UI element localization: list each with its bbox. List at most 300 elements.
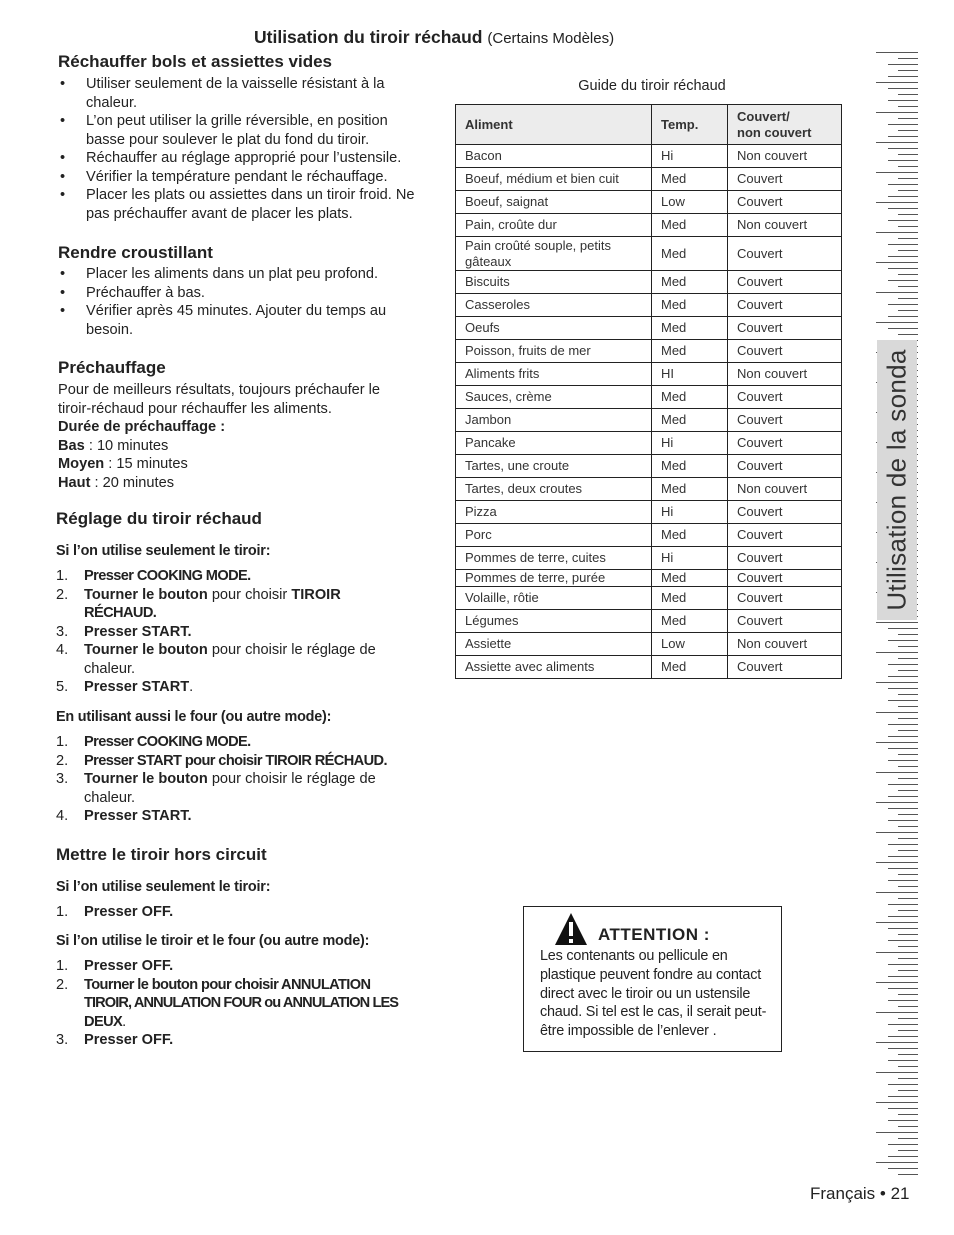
table-row [456,386,842,409]
ruler-tick [888,1144,918,1145]
step-bold: Presser START [84,679,190,695]
ruler-tick [888,1120,918,1121]
table-cell: Med [652,524,728,547]
table-cell: Pizza [456,501,652,524]
step-bold: Tourner le bouton pour choisir ANNULATION [84,976,371,993]
ruler-tick [898,1054,918,1055]
step-bold: TIROIR, ANNULATION FOUR ou ANNULATION LES [84,995,399,1011]
steps-reglage-2 [56,733,446,826]
table-cell: Boeuf, saignat [456,191,652,214]
table-row [456,478,842,501]
ruler-tick [888,640,918,641]
table-cell: Couvert [728,610,842,633]
step-item [56,957,451,976]
step-bold: Presser OFF. [84,958,174,974]
step-item [56,752,446,771]
column-header: Aliment [456,105,652,145]
table-header-row [456,105,842,145]
table-cell: Med [652,237,728,271]
ruler-tick [888,700,918,701]
table-cell: Assiette avec aliments [456,656,652,679]
ruler-tick [898,706,918,707]
subheading-avec-four: En utilisant aussi le four (ou autre mode): [56,709,332,725]
table-cell: Couvert [728,455,842,478]
step-item [56,641,436,660]
ruler-tick [898,910,918,911]
ruler-tick [876,652,918,653]
step-bold: Tourner le bouton [84,586,208,603]
duration-row [58,437,438,456]
table-cell: Couvert [728,547,842,570]
table-cell: Biscuits [456,271,652,294]
list-item: • Vérifier après 45 minutes. Ajouter du temps au [58,302,438,321]
ruler-tick [876,1162,918,1163]
ruler-tick [876,922,918,923]
ruler-tick [888,1000,918,1001]
table-cell: Hi [652,432,728,455]
guide-table [455,104,842,679]
ruler-tick [876,1042,918,1043]
ruler-tick [898,298,918,299]
ruler-tick [876,1012,918,1013]
ruler-tick [888,844,918,845]
duration-label: Durée de préchauffage : [58,419,226,435]
list-item: • Préchauffer à bas. [58,284,438,303]
table-cell: Low [652,191,728,214]
ruler-tick [898,730,918,731]
side-tab [877,340,917,620]
table-cell: Non couvert [728,145,842,168]
table-cell: Hi [652,501,728,524]
steps-off-1 [56,903,436,922]
ruler-tick [888,820,918,821]
table-cell: Aliments frits [456,363,652,386]
table-cell: Bacon [456,145,652,168]
ruler-tick [898,58,918,59]
paragraph-line: tiroir-réchaud pour réchauffer les aliments. [58,400,332,417]
ruler-tick [876,1102,918,1103]
ruler-tick [898,658,918,659]
table-row [456,610,842,633]
table-cell: Tartes, deux croutes [456,478,652,501]
ruler-tick [876,142,918,143]
step-bold: Presser OFF. [84,1032,174,1048]
table-cell: Jambon [456,409,652,432]
ruler-tick [888,1024,918,1025]
ruler-tick [898,814,918,815]
table-cell: Volaille, rôtie [456,587,652,610]
ruler-tick [876,1072,918,1073]
step-number: 3. [56,1032,69,1048]
table-cell: Pommes de terre, purée [456,570,652,587]
ruler-tick [888,64,918,65]
ruler-tick [876,772,918,773]
ruler-tick [898,130,918,131]
ruler-tick [888,1168,918,1169]
ruler-tick [876,82,918,83]
ruler-tick [898,1078,918,1079]
ruler-tick [898,1018,918,1019]
step-number: 2. [56,752,69,769]
ruler-tick [898,1150,918,1151]
ruler-tick [888,688,918,689]
heading-rechauffer: Réchauffer bols et assiettes vides [58,52,333,71]
ruler-tick [888,976,918,977]
table-cell: Couvert [728,656,842,679]
ruler-tick [888,988,918,989]
attention-line: direct avec le tiroir ou un ustensile [540,985,751,1002]
ruler-tick [876,952,918,953]
table-cell: Med [652,409,728,432]
table-cell: Non couvert [728,363,842,386]
table-cell: Tartes, une croute [456,455,652,478]
ruler-tick [888,244,918,245]
ruler-tick [898,286,918,287]
table-cell: Hi [652,547,728,570]
step-item [56,678,436,697]
ruler-tick [898,238,918,239]
ruler-tick [876,232,918,233]
table-cell: Légumes [456,610,652,633]
ruler-tick [898,958,918,959]
ruler-tick [888,76,918,77]
subheading-tiroir-four-off: Si l’on utilise le tiroir et le four (ou autre mode): [56,933,370,949]
ruler-tick [888,760,918,761]
list-item: • Utiliser seulement de la vaisselle résistant à la [58,75,438,94]
list-item: • Placer les plats ou assiettes dans un tiroir froid. Ne [58,186,438,205]
ruler-tick [888,100,918,101]
step-item [56,807,446,826]
table-cell: Poisson, fruits de mer [456,340,652,363]
table-cell: Med [652,340,728,363]
ruler-tick [898,766,918,767]
ruler-tick [876,322,918,323]
ruler-tick [888,736,918,737]
ruler-tick [888,1108,918,1109]
ruler-tick [888,328,918,329]
column-header: Couvert/ non couvert [728,105,842,145]
list-croustillant [58,265,438,339]
heading-reglage: Réglage du tiroir réchaud [56,509,262,528]
step-number: 1. [56,904,69,920]
heading-prechauffage: Préchauffage [58,358,166,377]
ruler-tick [888,304,918,305]
table-cell: Couvert [728,386,842,409]
ruler-tick [888,124,918,125]
ruler-tick [876,202,918,203]
step-item [56,789,446,808]
ruler-tick [888,136,918,137]
step-text: chaleur. [84,660,136,677]
list-item-cont: basse pour soulever le plat du fond du tiroir. [86,131,370,148]
step-bold: TIROIR [291,586,341,603]
ruler-tick [876,802,918,803]
step-item [56,623,436,642]
ruler-tick [876,892,918,893]
step-bold: Presser START. [84,808,192,824]
ruler-tick [888,784,918,785]
ruler-tick [898,670,918,671]
step-item [56,770,446,789]
ruler-tick [898,70,918,71]
ruler-tick [888,748,918,749]
table-cell: Med [652,587,728,610]
step-text: pour choisir le réglage de [207,642,376,658]
table-cell: Oeufs [456,317,652,340]
step-number: 3. [56,771,69,787]
table-cell: Pancake [456,432,652,455]
step-item [56,567,436,586]
ruler-tick [888,280,918,281]
duration-row [58,474,438,493]
table-cell: Med [652,317,728,340]
table-cell: Pain, croûte dur [456,214,652,237]
table-cell: Couvert [728,191,842,214]
table-body [456,145,842,679]
table-row [456,237,842,271]
ruler-tick [898,106,918,107]
ruler-tick [898,718,918,719]
ruler-tick [898,226,918,227]
ruler-tick [898,178,918,179]
ruler-tick [898,886,918,887]
ruler-tick [898,694,918,695]
table-cell: Assiette [456,633,652,656]
heading-croustillant: Rendre croustillant [58,243,213,262]
step-bold: Presser COOKING MODE. [84,568,251,584]
table-row [456,570,842,587]
table-cell: Low [652,633,728,656]
table-row [456,547,842,570]
ruler-tick [876,712,918,713]
table-cell: Med [652,478,728,501]
page-title [254,27,614,48]
table-row [456,317,842,340]
duration-name: Moyen [58,456,105,472]
table-cell: Non couvert [728,478,842,501]
ruler-tick [876,682,918,683]
ruler-tick [888,220,918,221]
table-row [456,145,842,168]
ruler-tick [888,1084,918,1085]
table-cell: Med [652,455,728,478]
table-row [456,656,842,679]
step-text: . [122,1013,127,1030]
ruler-tick [898,634,918,635]
ruler-tick [888,940,918,941]
ruler-tick [898,118,918,119]
ruler-tick [898,946,918,947]
ruler-tick [898,970,918,971]
attention-line: chaud. Si tel est le cas, il serait peut- [540,1004,767,1021]
table-cell: Couvert [728,587,842,610]
ruler-tick [888,160,918,161]
table-row [456,501,842,524]
list-item-cont: chaleur. [86,94,138,111]
step-bold: Presser COOKING MODE. [84,734,251,750]
step-bold: Tourner le bouton [84,642,208,658]
ruler-tick [876,172,918,173]
step-item [56,976,451,995]
ruler-tick [898,1114,918,1115]
ruler-tick [888,808,918,809]
table-cell: Med [652,271,728,294]
ruler-tick [898,214,918,215]
table-row [456,363,842,386]
step-item [56,903,436,922]
ruler-tick [898,934,918,935]
ruler-tick [888,916,918,917]
ruler-tick [876,52,918,53]
ruler-tick [898,1174,918,1175]
table-cell: Couvert [728,340,842,363]
table-cell: Couvert [728,237,842,271]
title-text: Utilisation du tiroir réchaud [254,27,483,47]
table-row [456,191,842,214]
ruler-tick [888,796,918,797]
page-footer: Français • 21 [810,1184,910,1203]
ruler-tick [898,94,918,95]
table-cell: Casseroles [456,294,652,317]
ruler-tick [898,994,918,995]
table-row [456,587,842,610]
table-cell: Med [652,386,728,409]
step-number: 1. [56,568,69,584]
prechauffage-text [58,381,438,492]
step-bold: Presser OFF. [84,904,174,920]
duration-value: : 15 minutes [104,456,188,472]
step-item [56,733,446,752]
ruler-tick [898,310,918,311]
ruler-tick [898,166,918,167]
ruler-tick [888,880,918,881]
table-row [456,271,842,294]
table-cell: Couvert [728,317,842,340]
warning-icon [554,912,588,951]
step-text: pour choisir le réglage de [207,771,376,787]
step-item [56,994,451,1013]
list-item: • Placer les aliments dans un plat peu profond. [58,265,438,284]
list-item-cont: besoin. [86,321,134,338]
ruler-tick [898,1006,918,1007]
ruler-tick [898,790,918,791]
ruler-tick [888,88,918,89]
table-cell: Sauces, crème [456,386,652,409]
attention-line: Les contenants ou pellicule en [540,948,728,964]
table-cell: Couvert [728,409,842,432]
column-header: Temp. [652,105,728,145]
ruler-tick [898,1138,918,1139]
ruler-tick [898,778,918,779]
duration-value: : 10 minutes [84,437,169,454]
title-note: (Certains Modèles) [487,30,615,47]
step-number: 4. [56,808,69,824]
ruler-tick [876,112,918,113]
list-item: • Réchauffer au réglage approprié pour l’ustensile. [58,149,438,168]
ruler-tick [876,1132,918,1133]
ruler-tick [888,1096,918,1097]
step-text: pour choisir [207,586,292,603]
ruler-tick [898,1030,918,1031]
ruler-tick [876,622,918,623]
table-row [456,432,842,455]
step-item [56,660,436,679]
table-cell: Pommes de terre, cuites [456,547,652,570]
ruler-tick [888,196,918,197]
ruler-tick [898,274,918,275]
ruler-tick [888,664,918,665]
table-row [456,214,842,237]
table-row [456,524,842,547]
table-cell: Med [652,570,728,587]
ruler-tick [888,1036,918,1037]
ruler-tick [888,256,918,257]
ruler-tick [888,184,918,185]
table-cell: Couvert [728,271,842,294]
steps-off-2 [56,957,451,1050]
step-number: 4. [56,642,69,658]
attention-box [523,906,782,1052]
table-cell: Porc [456,524,652,547]
table-cell: Pain croûté souple, petits gâteaux [456,237,652,271]
ruler-tick [876,862,918,863]
table-cell: Couvert [728,294,842,317]
table-cell: HI [652,363,728,386]
ruler-tick [888,148,918,149]
step-bold: Presser START. [84,623,192,640]
ruler-tick [898,874,918,875]
ruler-tick [898,1126,918,1127]
list-rechauffer [58,75,438,223]
ruler-tick [876,832,918,833]
ruler-tick [898,838,918,839]
ruler-tick [898,250,918,251]
table-cell: Med [652,294,728,317]
step-item [56,586,436,605]
ruler-tick [876,742,918,743]
step-number: 3. [56,623,69,640]
ruler-tick [888,676,918,677]
ruler-tick [876,292,918,293]
step-number: 1. [56,958,69,974]
ruler-tick [898,754,918,755]
ruler-tick [888,724,918,725]
table-cell: Med [652,168,728,191]
table-cell: Med [652,656,728,679]
ruler-tick [888,1048,918,1049]
subheading-tiroir-seul: Si l’on utilise seulement le tiroir: [56,543,271,559]
table-caption: Guide du tiroir réchaud [578,78,726,94]
table-row [456,633,842,656]
step-number: 2. [56,586,69,603]
ruler-tick [898,898,918,899]
step-bold: DEUX [84,1013,123,1030]
ruler-tick [898,154,918,155]
heading-hors-circuit: Mettre le tiroir hors circuit [56,845,267,864]
step-item [56,604,436,623]
ruler-tick [888,928,918,929]
steps-reglage-1 [56,567,436,697]
ruler-tick [898,850,918,851]
duration-name: Haut [58,474,91,491]
ruler-tick [898,646,918,647]
ruler-tick [888,628,918,629]
table-cell: Hi [652,145,728,168]
attention-title: ATTENTION : [598,925,710,944]
ruler-tick [876,982,918,983]
step-text: chaleur. [84,789,136,806]
table-cell: Couvert [728,570,842,587]
